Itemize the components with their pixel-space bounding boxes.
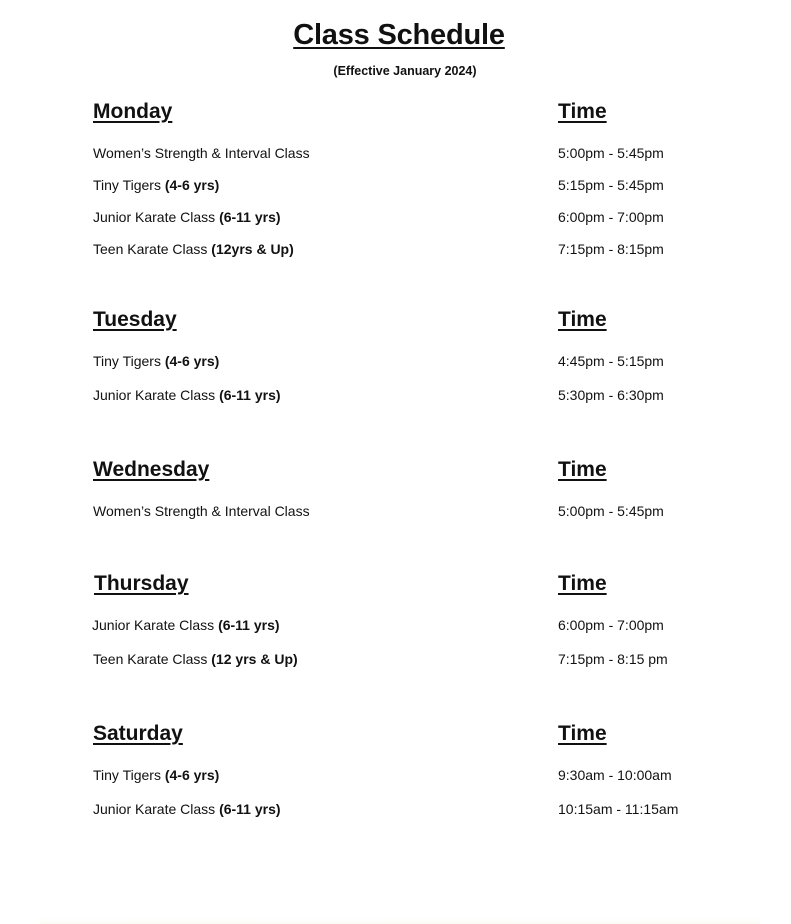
class-row (0, 503, 791, 523)
class-age-range: (6-11 yrs) (219, 801, 281, 817)
time-header: Time (558, 572, 607, 595)
class-name (93, 767, 219, 783)
class-age-range: (4-6 yrs) (164, 353, 220, 369)
class-name (93, 387, 281, 403)
class-title: Junior Karate Class (93, 209, 220, 225)
class-age-range: (6-11 yrs) (219, 209, 281, 225)
class-age-range: (4-6 yrs) (164, 177, 220, 193)
day-header: Thursday (94, 572, 189, 595)
class-row (0, 353, 791, 373)
time-header: Time (558, 100, 607, 123)
page-edge-shading (40, 918, 760, 924)
class-row (0, 145, 791, 165)
effective-date: (Effective January 2024) (333, 64, 477, 78)
class-row (0, 767, 791, 787)
class-row (0, 177, 791, 197)
time-header: Time (558, 308, 607, 331)
class-title: Women’s Strength & Interval Class (93, 503, 310, 519)
class-age-range: (6-11 yrs) (219, 387, 281, 403)
day-header: Tuesday (93, 308, 177, 331)
class-row (0, 617, 791, 637)
class-name (93, 209, 281, 225)
class-time: 4:45pm - 5:15pm (558, 353, 664, 369)
class-age-range: (12 yrs & Up) (211, 651, 298, 667)
class-row (0, 209, 791, 229)
class-time: 6:00pm - 7:00pm (558, 209, 664, 225)
class-time: 7:15pm - 8:15 pm (558, 651, 668, 667)
class-row (0, 801, 791, 821)
class-time: 9:30am - 10:00am (558, 767, 672, 783)
page-title: Class Schedule (293, 19, 505, 51)
class-time: 10:15am - 11:15am (558, 801, 679, 817)
class-time: 7:15pm - 8:15pm (558, 241, 664, 257)
class-time: 5:00pm - 5:45pm (558, 503, 664, 519)
class-title: Tiny Tigers (93, 767, 165, 783)
class-time: 5:30pm - 6:30pm (558, 387, 664, 403)
class-name (92, 617, 280, 633)
class-row (0, 387, 791, 407)
class-title: Junior Karate Class (93, 387, 220, 403)
time-header: Time (558, 722, 607, 745)
class-title: Junior Karate Class (92, 617, 219, 633)
class-age-range: (6-11 yrs) (218, 617, 280, 633)
class-time: 5:15pm - 5:45pm (558, 177, 664, 193)
class-name (93, 241, 294, 257)
day-header: Wednesday (93, 458, 210, 481)
class-title: Tiny Tigers (93, 353, 165, 369)
day-header: Monday (93, 100, 173, 123)
class-name (93, 177, 219, 193)
time-header: Time (558, 458, 607, 481)
class-title: Tiny Tigers (93, 177, 165, 193)
class-name (93, 801, 281, 817)
class-time: 6:00pm - 7:00pm (558, 617, 664, 633)
class-title: Women’s Strength & Interval Class (93, 145, 310, 161)
class-name (93, 353, 219, 369)
class-name (93, 651, 298, 667)
class-time: 5:00pm - 5:45pm (558, 145, 664, 161)
day-header: Saturday (93, 722, 183, 745)
class-name (93, 145, 310, 161)
class-row (0, 651, 791, 671)
class-age-range: (12yrs & Up) (211, 241, 294, 257)
class-name (93, 503, 310, 519)
class-row (0, 241, 791, 261)
class-title: Teen Karate Class (93, 241, 212, 257)
class-title: Junior Karate Class (93, 801, 220, 817)
class-title: Teen Karate Class (93, 651, 212, 667)
class-age-range: (4-6 yrs) (164, 767, 220, 783)
